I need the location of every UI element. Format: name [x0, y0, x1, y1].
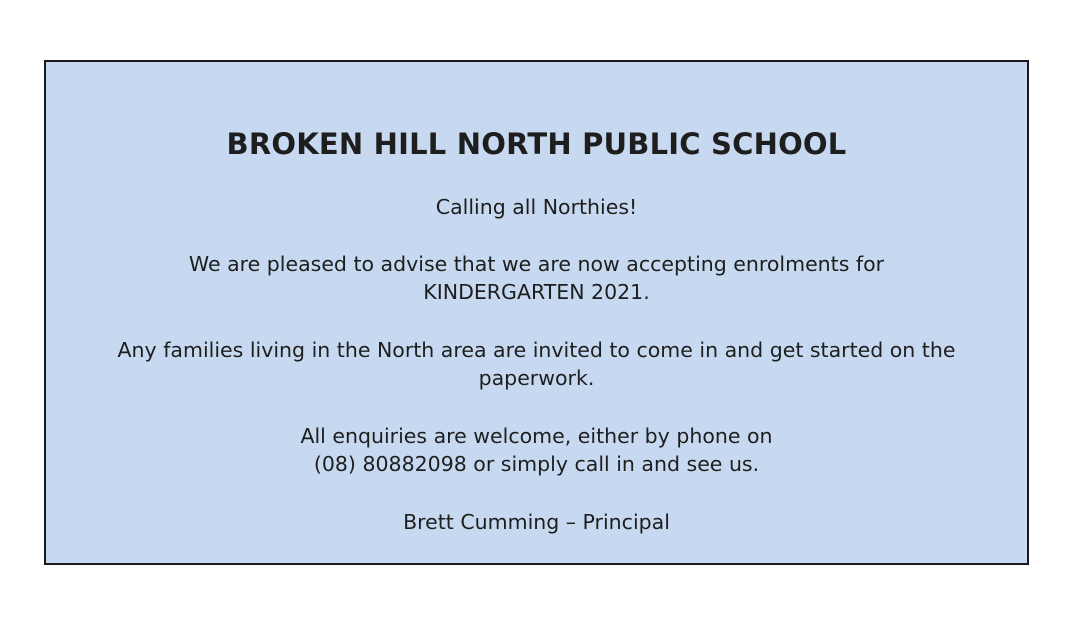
enrolment-line-1: We are pleased to advise that we are now accepting enrolments for [188, 252, 885, 276]
enquiries-line-2: (08) 80882098 or simply call in and see us. [313, 452, 760, 476]
school-title: BROKEN HILL NORTH PUBLIC SCHOOL [226, 127, 847, 161]
enquiries-line-1: All enquiries are welcome, either by phone on [300, 424, 773, 448]
families-line-1: Any families living in the North area are invited to come in and get started on the [117, 338, 956, 362]
families-line-2: paperwork. [478, 366, 595, 390]
families-paragraph [46, 336, 1027, 392]
enrolment-line-2: KINDERGARTEN 2021. [423, 280, 650, 304]
enquiries-paragraph [46, 422, 1027, 478]
notice-box [44, 60, 1029, 565]
principal-signature: Brett Cumming – Principal [403, 510, 670, 534]
greeting-text: Calling all Northies! [435, 195, 638, 219]
enrolment-paragraph [46, 250, 1027, 306]
